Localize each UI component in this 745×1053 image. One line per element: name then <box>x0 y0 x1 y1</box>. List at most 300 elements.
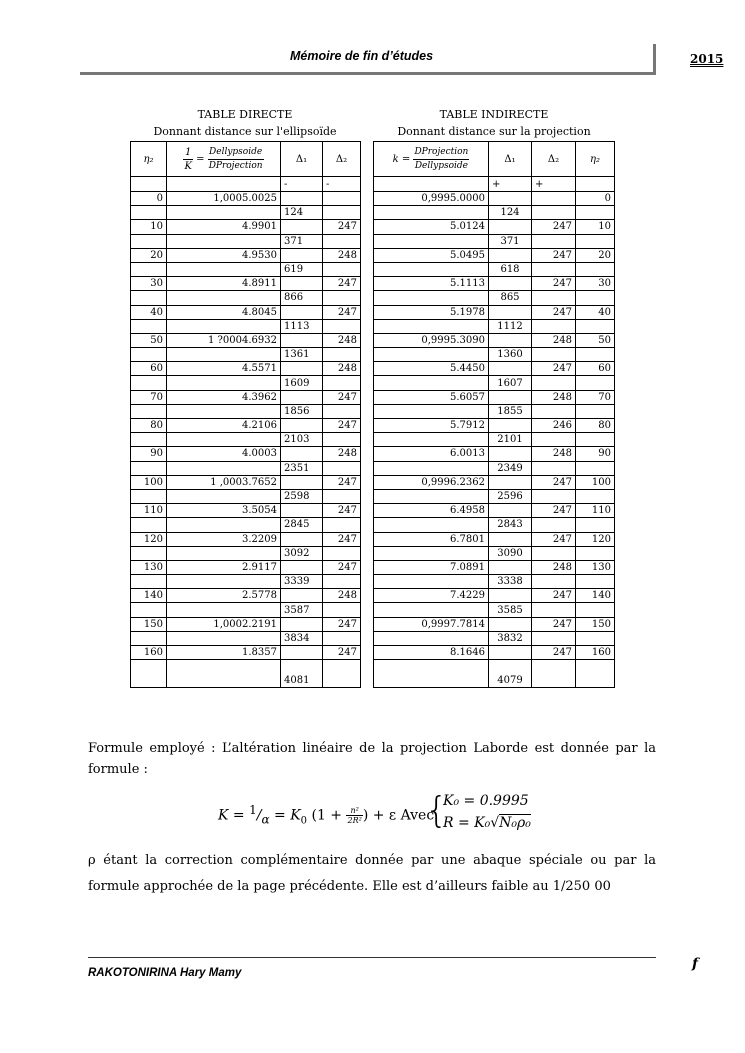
delta2-cell: 247 <box>323 305 361 319</box>
empty-cell <box>131 433 167 447</box>
col-ratio-header: k = $\frac{\text{DProjection}}{\text{Dellypsoide}}$ <box>374 142 489 177</box>
value-cell: 8.1646 <box>374 646 489 660</box>
empty-cell <box>323 319 361 333</box>
header-title: Mémoire de fin d’études <box>290 49 434 63</box>
eta-cell: 100 <box>131 475 167 489</box>
table-row <box>374 333 615 347</box>
empty-cell <box>281 589 323 603</box>
eta-cell: 100 <box>576 475 615 489</box>
empty-cell <box>489 248 532 262</box>
empty-cell <box>131 206 167 220</box>
value-cell: 1.8357 <box>167 646 281 660</box>
value-cell: 1,0002.2191 <box>167 617 281 631</box>
delta1-cell: 1361 <box>281 348 323 362</box>
empty-cell <box>281 646 323 660</box>
empty-cell <box>532 603 576 617</box>
table-row <box>374 646 615 660</box>
empty-cell <box>532 518 576 532</box>
eta-cell: 70 <box>131 390 167 404</box>
eta-cell: 130 <box>576 560 615 574</box>
empty-cell <box>167 262 281 276</box>
delta2-cell: 248 <box>532 560 576 574</box>
delta2-cell: 247 <box>323 419 361 433</box>
table-header-row <box>374 142 615 177</box>
page-number: f <box>692 956 699 972</box>
table-indirect <box>373 141 615 688</box>
empty-cell <box>576 489 615 503</box>
empty-cell <box>323 518 361 532</box>
table-row <box>131 348 361 362</box>
col-d2-header: Δ₂ <box>323 142 361 177</box>
delta1-cell: 1607 <box>489 376 532 390</box>
delta2-cell: 247 <box>532 504 576 518</box>
delta1-cell: 2596 <box>489 489 532 503</box>
delta1-cell: 3587 <box>281 603 323 617</box>
eta-cell: 160 <box>576 646 615 660</box>
value-cell: 0,9996.2362 <box>374 475 489 489</box>
empty-cell <box>281 504 323 518</box>
empty-cell <box>532 631 576 645</box>
empty-cell <box>489 617 532 631</box>
delta1-cell: 2349 <box>489 461 532 475</box>
empty-cell <box>374 319 489 333</box>
empty-cell <box>489 192 532 206</box>
empty-cell <box>131 291 167 305</box>
empty-cell <box>281 560 323 574</box>
table-row <box>374 277 615 291</box>
delta1-cell: 618 <box>489 262 532 276</box>
empty-cell <box>281 447 323 461</box>
empty-cell <box>532 461 576 475</box>
delta1-cell: 3832 <box>489 631 532 645</box>
empty-cell <box>281 532 323 546</box>
delta1-cell: 3834 <box>281 631 323 645</box>
empty-cell <box>532 376 576 390</box>
table-row <box>131 234 361 248</box>
empty-cell <box>532 575 576 589</box>
empty-cell <box>374 546 489 560</box>
empty-cell <box>532 319 576 333</box>
delta1-cell: 124 <box>281 206 323 220</box>
eta-cell: 30 <box>576 277 615 291</box>
value-cell: 2.5778 <box>167 589 281 603</box>
table-direct <box>130 141 361 688</box>
value-cell: 6.0013 <box>374 447 489 461</box>
table-row <box>374 262 615 276</box>
delta2-cell: 247 <box>532 589 576 603</box>
empty-cell <box>374 603 489 617</box>
empty-cell <box>281 617 323 631</box>
empty-cell <box>489 560 532 574</box>
delta2-cell: 247 <box>323 646 361 660</box>
empty-cell <box>281 419 323 433</box>
delta1-cell: 3338 <box>489 575 532 589</box>
empty-cell <box>281 390 323 404</box>
empty-cell <box>576 660 615 688</box>
table-indirect-subtitle: Donnant distance sur la projection <box>397 125 591 138</box>
table-sign-row <box>374 177 615 192</box>
empty-cell <box>167 234 281 248</box>
value-cell: 7.0891 <box>374 560 489 574</box>
empty-cell <box>323 291 361 305</box>
header-year: 2015 <box>690 52 724 66</box>
table-indirect-title: TABLE INDIRECTE <box>439 108 549 121</box>
table-header-row <box>131 142 361 177</box>
empty-cell <box>131 319 167 333</box>
table-indirect-caption <box>374 106 614 140</box>
footer-author: RAKOTONIRINA Hary Mamy <box>88 967 242 979</box>
eta-cell: 50 <box>131 333 167 347</box>
delta2-cell: 247 <box>532 220 576 234</box>
delta2-cell: 247 <box>323 532 361 546</box>
condition-r: R = K₀√N₀ρ₀ <box>443 815 531 831</box>
value-cell: 4.0003 <box>167 447 281 461</box>
table-row <box>374 206 615 220</box>
empty-cell <box>167 631 281 645</box>
value-cell: 2.9117 <box>167 560 281 574</box>
table-row <box>131 575 361 589</box>
table-row <box>374 220 615 234</box>
eta-cell: 70 <box>576 390 615 404</box>
condition-k0: K₀ = 0.9995 <box>443 793 529 809</box>
empty-cell <box>323 660 361 688</box>
laborde-formula: $K = ^1/_\alpha = K_0$ (1 + $\frac{\text{n²}}{\text{2R²}}$ ) + ε Avec { K₀ = 0.9995 R = K₀√N₀ρ₀ <box>218 790 531 831</box>
delta1-cell: 3339 <box>281 575 323 589</box>
table-row <box>374 348 615 362</box>
table-row <box>131 631 361 645</box>
table-row <box>131 560 361 574</box>
table-sign-row <box>131 177 361 192</box>
table-row <box>374 575 615 589</box>
empty-cell <box>281 362 323 376</box>
empty-cell <box>374 376 489 390</box>
delta2-cell: 247 <box>532 646 576 660</box>
empty-cell <box>167 518 281 532</box>
empty-cell <box>576 603 615 617</box>
empty-cell <box>323 376 361 390</box>
col-ratio-header: $\frac{1}{K}$ = $\frac{\text{Dellypsoide}}{\text{DProjection}}$ <box>167 142 281 177</box>
table-row <box>131 220 361 234</box>
delta1-cell: 2845 <box>281 518 323 532</box>
delta1-cell: 619 <box>281 262 323 276</box>
eta-cell: 60 <box>576 362 615 376</box>
delta1-cell: 1360 <box>489 348 532 362</box>
delta1-cell: 2103 <box>281 433 323 447</box>
delta1-cell: 3092 <box>281 546 323 560</box>
delta1-cell: 371 <box>281 234 323 248</box>
table-row <box>131 447 361 461</box>
delta1-cell: 4079 <box>489 660 532 688</box>
table-direct-caption <box>130 106 360 140</box>
empty-cell <box>532 546 576 560</box>
value-cell: 6.7801 <box>374 532 489 546</box>
eta-cell: 10 <box>576 220 615 234</box>
value-cell: 5.4450 <box>374 362 489 376</box>
table-row <box>131 362 361 376</box>
empty-cell <box>167 461 281 475</box>
empty-cell <box>323 575 361 589</box>
delta1-cell: 371 <box>489 234 532 248</box>
empty-cell <box>131 234 167 248</box>
empty-cell <box>489 220 532 234</box>
table-row <box>374 376 615 390</box>
empty-cell <box>131 660 167 688</box>
eta-cell: 60 <box>131 362 167 376</box>
empty-cell <box>374 461 489 475</box>
empty-cell <box>167 206 281 220</box>
empty-cell <box>532 433 576 447</box>
value-cell: 1 ?0004.6932 <box>167 333 281 347</box>
empty-cell <box>323 404 361 418</box>
header-rule <box>80 72 653 75</box>
table-row <box>374 603 615 617</box>
empty-cell <box>131 404 167 418</box>
empty-cell <box>576 291 615 305</box>
eta-cell: 120 <box>131 532 167 546</box>
table-row <box>374 433 615 447</box>
empty-cell <box>281 248 323 262</box>
delta1-cell: 3585 <box>489 603 532 617</box>
eta-cell: 80 <box>576 419 615 433</box>
delta1-cell: 2598 <box>281 489 323 503</box>
value-cell: 1 ,0003.7652 <box>167 475 281 489</box>
value-cell: 7.4229 <box>374 589 489 603</box>
footer-rule <box>88 957 656 958</box>
empty-cell <box>323 206 361 220</box>
delta1-cell: 1855 <box>489 404 532 418</box>
value-cell: 4.5571 <box>167 362 281 376</box>
value-cell: 1,0005.0025 <box>167 192 281 206</box>
empty-cell <box>131 603 167 617</box>
value-cell: 5.1978 <box>374 305 489 319</box>
empty-cell <box>131 262 167 276</box>
empty-cell <box>323 262 361 276</box>
table-row <box>374 362 615 376</box>
delta2-cell: 248 <box>532 390 576 404</box>
value-cell: 5.0495 <box>374 248 489 262</box>
value-cell: 3.5054 <box>167 504 281 518</box>
eta-cell: 20 <box>131 248 167 262</box>
empty-cell <box>374 518 489 532</box>
empty-cell <box>576 575 615 589</box>
table-row <box>374 546 615 560</box>
value-cell: 4.3962 <box>167 390 281 404</box>
empty-cell <box>167 575 281 589</box>
value-cell: 5.1113 <box>374 277 489 291</box>
empty-cell <box>576 631 615 645</box>
empty-cell <box>374 631 489 645</box>
empty-cell <box>281 192 323 206</box>
sign-d1: + <box>489 177 532 192</box>
empty-cell <box>323 603 361 617</box>
table-row <box>131 475 361 489</box>
delta2-cell: 247 <box>532 475 576 489</box>
table-row <box>374 319 615 333</box>
sign-d2: - <box>323 177 361 192</box>
value-cell: 4.2106 <box>167 419 281 433</box>
table-direct-title: TABLE DIRECTE <box>197 108 293 121</box>
empty-cell <box>489 447 532 461</box>
empty-cell <box>374 291 489 305</box>
empty-cell <box>281 305 323 319</box>
table-row <box>374 419 615 433</box>
delta1-cell: 1609 <box>281 376 323 390</box>
empty-cell <box>532 291 576 305</box>
table-row <box>131 660 361 688</box>
eta-cell: 20 <box>576 248 615 262</box>
eta-cell: 10 <box>131 220 167 234</box>
empty-cell <box>576 433 615 447</box>
value-cell: 6.4958 <box>374 504 489 518</box>
table-row <box>131 305 361 319</box>
delta2-cell: 248 <box>323 333 361 347</box>
table-row <box>374 475 615 489</box>
table-row <box>374 291 615 305</box>
empty-cell <box>532 660 576 688</box>
col-d2-header: Δ₂ <box>532 142 576 177</box>
delta1-cell: 865 <box>489 291 532 305</box>
empty-cell <box>374 575 489 589</box>
empty-cell <box>374 404 489 418</box>
empty-cell <box>576 348 615 362</box>
table-row <box>131 206 361 220</box>
empty-cell <box>489 362 532 376</box>
table-row <box>374 404 615 418</box>
empty-cell <box>489 305 532 319</box>
delta2-cell: 247 <box>532 362 576 376</box>
empty-cell <box>489 646 532 660</box>
delta2-cell: 247 <box>323 277 361 291</box>
delta2-cell: 247 <box>323 560 361 574</box>
delta1-cell: 1113 <box>281 319 323 333</box>
formula-intro-text: Formule employé : L’altération linéaire de la projection Laborde est donnée par la formule : <box>88 741 656 777</box>
delta2-cell: 247 <box>323 504 361 518</box>
table-row <box>131 589 361 603</box>
empty-cell <box>323 348 361 362</box>
delta2-cell: 248 <box>323 447 361 461</box>
empty-cell <box>576 376 615 390</box>
delta2-cell: 246 <box>532 419 576 433</box>
empty-cell <box>576 206 615 220</box>
empty-cell <box>281 333 323 347</box>
table-row <box>374 248 615 262</box>
empty-cell <box>131 348 167 362</box>
delta2-cell: 247 <box>323 390 361 404</box>
delta1-cell: 4081 <box>281 660 323 688</box>
eta-cell: 80 <box>131 419 167 433</box>
table-row <box>131 546 361 560</box>
delta2-cell: 247 <box>323 617 361 631</box>
eta-cell: 140 <box>131 589 167 603</box>
sign-d2: + <box>532 177 576 192</box>
empty-cell <box>131 461 167 475</box>
value-cell: 4.8045 <box>167 305 281 319</box>
eta-cell: 150 <box>576 617 615 631</box>
empty-cell <box>167 660 281 688</box>
delta2-cell <box>323 192 361 206</box>
table-row <box>131 489 361 503</box>
table-row <box>374 504 615 518</box>
value-cell: 4.8911 <box>167 277 281 291</box>
table-row <box>374 617 615 631</box>
table-row <box>374 192 615 206</box>
empty-cell <box>131 489 167 503</box>
delta2-cell: 247 <box>532 305 576 319</box>
col-eta-header: η₂ <box>576 142 615 177</box>
delta2-cell: 247 <box>532 532 576 546</box>
delta2-cell: 247 <box>532 617 576 631</box>
value-cell: 4.9901 <box>167 220 281 234</box>
table-row <box>131 433 361 447</box>
table-row <box>374 631 615 645</box>
table-row <box>374 518 615 532</box>
value-cell: 5.7912 <box>374 419 489 433</box>
empty-cell <box>576 404 615 418</box>
empty-cell <box>323 546 361 560</box>
delta2-cell: 247 <box>532 277 576 291</box>
empty-cell <box>532 404 576 418</box>
table-row <box>374 447 615 461</box>
empty-cell <box>323 433 361 447</box>
table-row <box>131 248 361 262</box>
empty-cell <box>489 419 532 433</box>
empty-cell <box>489 475 532 489</box>
table-row <box>131 646 361 660</box>
empty-cell <box>167 348 281 362</box>
table-row <box>131 376 361 390</box>
eta-cell: 150 <box>131 617 167 631</box>
empty-cell <box>281 475 323 489</box>
eta-cell: 160 <box>131 646 167 660</box>
value-cell: 0,9995.0000 <box>374 192 489 206</box>
eta-cell: 40 <box>576 305 615 319</box>
empty-cell <box>489 333 532 347</box>
delta1-cell: 3090 <box>489 546 532 560</box>
table-row <box>131 291 361 305</box>
table-row <box>374 489 615 503</box>
empty-cell <box>131 376 167 390</box>
table-row <box>131 504 361 518</box>
delta1-cell: 124 <box>489 206 532 220</box>
delta2-cell: 248 <box>323 248 361 262</box>
delta1-cell: 2101 <box>489 433 532 447</box>
empty-cell <box>374 660 489 688</box>
correction-note: ρ étant la correction complémentaire donnée par une abaque spéciale ou par la formule approchée de la page précédente. Elle est d’ailleurs faible au 1/250 00 <box>88 853 656 894</box>
empty-cell <box>323 234 361 248</box>
empty-cell <box>532 489 576 503</box>
table-row <box>131 333 361 347</box>
empty-cell <box>489 390 532 404</box>
empty-cell <box>131 575 167 589</box>
empty-cell <box>131 546 167 560</box>
empty-cell <box>281 220 323 234</box>
empty-cell <box>167 489 281 503</box>
header-divider <box>653 44 656 75</box>
eta-cell: 130 <box>131 560 167 574</box>
delta2-cell: 248 <box>323 362 361 376</box>
value-cell: 3.2209 <box>167 532 281 546</box>
empty-cell <box>576 234 615 248</box>
table-row <box>374 390 615 404</box>
empty-cell <box>323 489 361 503</box>
empty-cell <box>167 291 281 305</box>
value-cell: 4.9530 <box>167 248 281 262</box>
empty-cell <box>374 262 489 276</box>
table-row <box>374 305 615 319</box>
table-row <box>131 319 361 333</box>
table-row <box>131 532 361 546</box>
eta-cell: 0 <box>131 192 167 206</box>
